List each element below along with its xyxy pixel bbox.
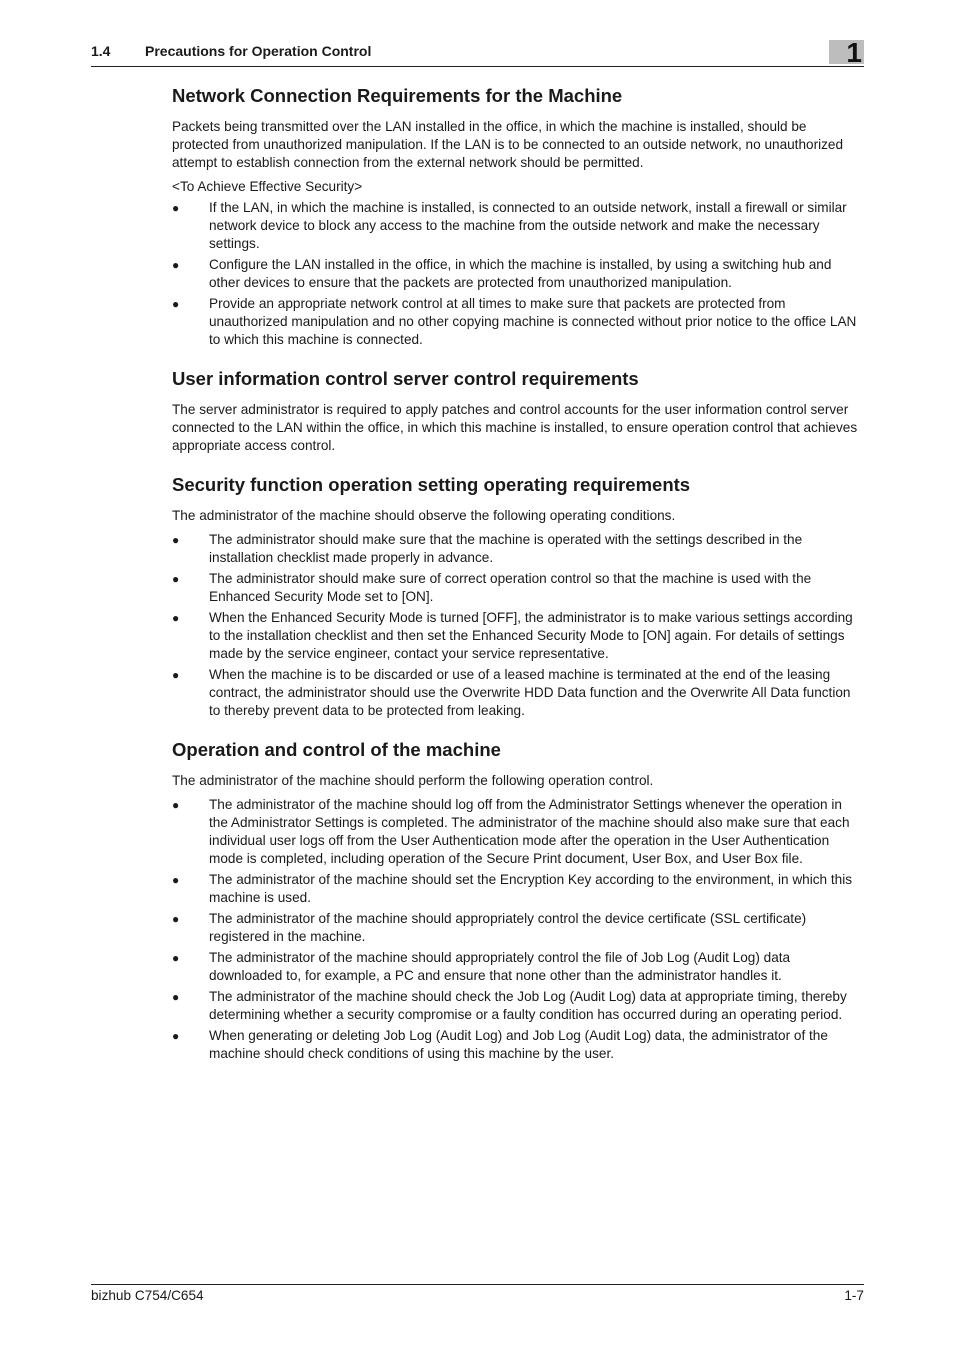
- list-item: [172, 295, 864, 349]
- footer-page-number: 1-7: [844, 1288, 864, 1303]
- list-item: [172, 531, 864, 567]
- paragraph: The administrator of the machine should perform the following operation control.: [172, 773, 654, 788]
- list-item-text: The administrator should make sure of correct operation control so that the machine is used with the Enhanced Security Mode set to [ON].: [209, 571, 812, 604]
- list-item: [172, 910, 864, 946]
- section-title: Precautions for Operation Control: [145, 43, 372, 59]
- list-item: [172, 570, 864, 606]
- section-heading: Security function operation setting operating requirements: [172, 474, 691, 495]
- page-footer: [91, 1284, 864, 1303]
- bullet-icon: ●: [172, 873, 180, 887]
- bullet-icon: ●: [172, 798, 180, 812]
- list-item: [172, 1027, 864, 1063]
- list-item: [172, 199, 864, 253]
- list-item-text: The administrator should make sure that the machine is operated with the settings described in the installation checklist made properly in advance.: [209, 532, 803, 565]
- section-heading: User information control server control requirements: [172, 368, 639, 389]
- list-item-text: The administrator of the machine should set the Encryption Key according to the environment, in which this machine is used.: [209, 872, 853, 905]
- list-item-text: The administrator of the machine should appropriately control the device certificate (SSL certificate) registered in the machine.: [209, 911, 807, 944]
- bullet-icon: ●: [172, 611, 180, 625]
- section: [172, 738, 864, 1063]
- bullet-icon: ●: [172, 572, 180, 586]
- list-item-text: When the Enhanced Security Mode is turned [OFF], the administrator is to make various settings according to the installation checklist and then set the Enhanced Security Mode to [ON] again. For details of settings made by the service engineer, contact your service representative.: [209, 610, 853, 661]
- list-item-text: The administrator of the machine should appropriately control the file of Job Log (Audit Log) data downloaded to, for example, a PC and ensure that none other than the administrator handles it.: [209, 950, 791, 983]
- section-heading: Network Connection Requirements for the Machine: [172, 85, 623, 106]
- list-item-text: Configure the LAN installed in the office, in which the machine is installed, by using a switching hub and other devices to ensure that the packets are protected from unauthorized manipulation.: [209, 257, 832, 290]
- bullet-icon: ●: [172, 201, 180, 215]
- section: [172, 84, 864, 349]
- section-number: 1.4: [91, 43, 111, 59]
- section: [172, 473, 864, 720]
- section: [172, 367, 864, 455]
- page-header: [91, 37, 864, 68]
- list-item: [172, 609, 864, 663]
- bullet-list: [172, 199, 864, 349]
- bullet-list: [172, 796, 864, 1063]
- paragraph: The server administrator is required to apply patches and control accounts for the user information control server connected to the LAN within the office, in which this machine is installed, to ensure operation control that achieves appropriate access control.: [172, 402, 858, 453]
- list-item-text: If the LAN, in which the machine is installed, is connected to an outside network, install a firewall or similar network device to block any access to the machine from the outside network and make the necessary settings.: [209, 200, 847, 251]
- list-item: [172, 796, 864, 868]
- list-item: [172, 666, 864, 720]
- bullet-icon: ●: [172, 1029, 180, 1043]
- list-item-text: When the machine is to be discarded or use of a leased machine is terminated at the end of the leasing contract, the administrator should use the Overwrite HDD Data function and the Overwrite All Data function to thereby prevent data to be protected from leaking.: [209, 667, 851, 718]
- bullet-icon: ●: [172, 951, 180, 965]
- list-item-text: Provide an appropriate network control at all times to make sure that packets are protected from unauthorized manipulation and no other copying machine is connected without prior notice to the office LAN to which this machine is connected.: [209, 296, 857, 347]
- list-item-text: When generating or deleting Job Log (Audit Log) and Job Log (Audit Log) data, the administrator of the machine should check conditions of using this machine by the user.: [209, 1028, 828, 1061]
- list-item-text: The administrator of the machine should log off from the Administrator Settings whenever the operation in the Administrator Settings is completed. The administrator of the machine should also make sure that each individual user logs off from the User Authentication mode after the operation in the User Authentication mode is completed, including operation of the Secure Print document, User Box, and User Box file.: [209, 797, 850, 866]
- bullet-icon: ●: [172, 297, 180, 311]
- footer-model: bizhub C754/C654: [91, 1288, 204, 1303]
- bullet-icon: ●: [172, 258, 180, 272]
- bullet-icon: ●: [172, 990, 180, 1004]
- chapter-number: 1: [846, 37, 862, 68]
- list-item: [172, 949, 864, 985]
- section-heading: Operation and control of the machine: [172, 739, 501, 760]
- bullet-icon: ●: [172, 668, 180, 682]
- list-item: [172, 988, 864, 1024]
- list-item: [172, 256, 864, 292]
- paragraph: The administrator of the machine should observe the following operating conditions.: [172, 508, 676, 523]
- list-item: [172, 871, 864, 907]
- page-content: [172, 84, 864, 1081]
- bullet-icon: ●: [172, 912, 180, 926]
- bullet-list: [172, 531, 864, 720]
- bullet-icon: ●: [172, 533, 180, 547]
- subheading: <To Achieve Effective Security>: [172, 179, 363, 194]
- list-item-text: The administrator of the machine should check the Job Log (Audit Log) data at appropriate timing, thereby determining whether a security compromise or a faulty condition has occurred during an operating period.: [209, 989, 847, 1022]
- paragraph: Packets being transmitted over the LAN installed in the office, in which the machine is installed, should be protected from unauthorized manipulation. If the LAN is to be connected to an outside network, no unauthorized attempt to establish connection from the external network should be permitted.: [172, 119, 844, 170]
